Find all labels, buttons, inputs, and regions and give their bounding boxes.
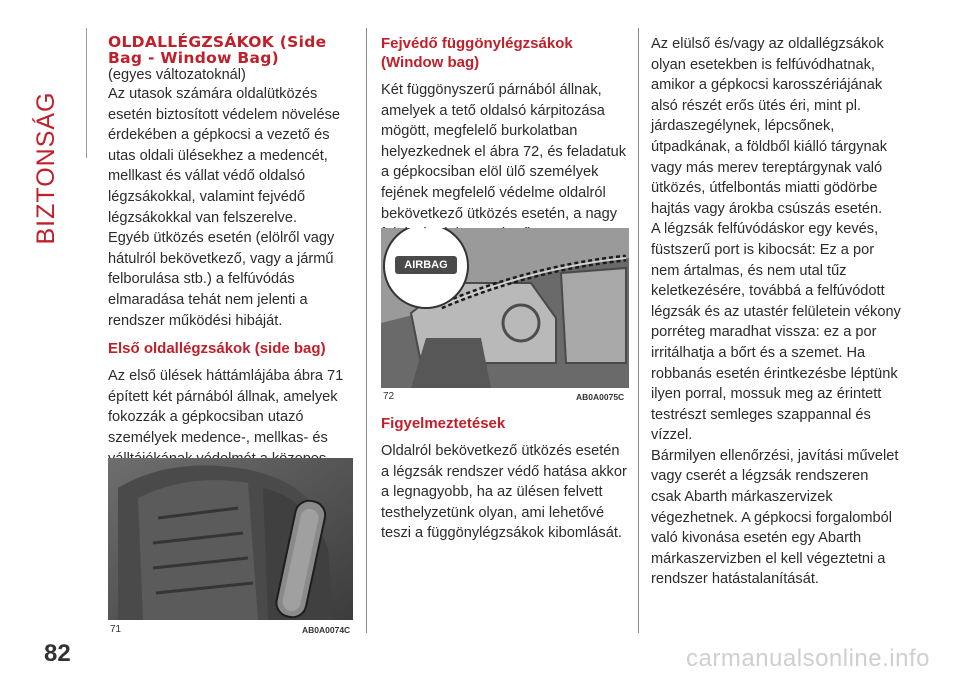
section-label: BIZTONSÁG (31, 91, 60, 245)
section-heading: OLDALLÉGZSÁKOK (Side Bag - Window Bag) (108, 33, 327, 67)
paragraph: Oldalról bekövetkező ütközés esetén a légzsák rendszer védő hatása akkor a legnagyobb, ha az ülésen felvett testhelyzetünk olyan, ami lehetővé teszi a függönylégzsákok kibomlását. (381, 443, 627, 542)
figure-72-code: AB0A0075C (576, 392, 625, 402)
column-1 (108, 34, 356, 510)
paragraph: Bármilyen ellenőrzési, javítási művelet vagy cserét a légzsák rendszeren csak Abarth márkaszervizek végezhetnek. A gépkocsi forgalomból való kivonása esetén egy Abarth márkaszervizben el kell végeztetni a rendszer hatástalanítását. (651, 447, 899, 588)
paragraph: Az első ülések háttámlájába ábra 71 épített két párnából állnak, amelyek fokozzák a gépkocsiban utazó személyek medence-, mellkas- és (108, 368, 344, 446)
page-number: 82 (44, 640, 71, 667)
subheading-window-bag: Fejvédő függönylégzsákok (Window bag) (381, 35, 573, 71)
paragraph: Két függönyszerű párnából állnak, amelyek a tető oldalsó kárpitozása mögött, megfelelő burkolatban helyezkednek el ábra 72, és feladatuk a gépkocsiban elöl ülő személyek fejének megfelelő védelme oldalról bekövetkező ütközés esetén, a nagy (381, 82, 627, 222)
watermark: carmanualsonline.info (686, 645, 930, 672)
airbag-label-badge: AIRBAG (395, 256, 457, 274)
column-3 (651, 34, 901, 590)
window-airbag-illustration (381, 228, 629, 388)
paragraph: Az elülső és/vagy az oldallégzsákok olyan esetekben is felfúvódhatnak, amikor a gépkocsi karosszériájának alsó részét erős ütés éri, mint pl. járdaszegélynek, lépcsőnek, útpadkának, a földből kiálló tárgynak vagy más merev tereptárgynak való ütközés, útfelbontás miatti gödörbe hajtás vagy árokba csúszás esetén. (651, 36, 888, 217)
sidebar-divider (86, 28, 87, 158)
column-divider-1 (366, 28, 367, 633)
paragraph: Az utasok számára oldalütközés esetén biztosított védelem növelése érdekében a gépkocsi a vezető és utas oldali ülésekhez a medencét, mellkast és vállat védő oldalsó légzsákokkal, valamint fejvédő légzsákokkal van felszerelve. (108, 86, 341, 226)
seat-illustration (108, 458, 353, 620)
section-subtitle: (egyes változatoknál) (108, 67, 246, 83)
column-2-warnings (381, 414, 631, 544)
figure-72-window-airbag (381, 228, 629, 388)
paragraph: A légzsák felfúvódáskor egy kevés, füstszerű port is kibocsát: Ez a por nem ártalmas, és nem utal tűz keletkezésére, továbbá a felfúvódott légzsák és az utastér felületein vékony porréteg maradhat vissza: ez a por irritálhatja a bőrt és a szemet. Ha robbanás esetén érintkezésbe léptünk ilyen porral, mossuk meg az érintett testrészt semleges szappannal és vízzel. (651, 221, 901, 444)
column-divider-2 (638, 28, 639, 633)
figure-71-number: 71 (110, 624, 122, 635)
figure-71-code: AB0A0074C (302, 625, 351, 635)
subheading-warnings: Figyelmeztetések (381, 415, 506, 432)
paragraph: Egyéb ütközés esetén (elölről vagy hátulról bekövetkező, vagy a jármű felborulása stb.) a felfúvódás elmaradása tehát nem jelenti a rendszer működési hibáját. (108, 230, 335, 329)
subheading-side-bag: Első oldallégzsákok (side bag) (108, 340, 326, 358)
figure-72-number: 72 (383, 391, 395, 402)
column-2 (381, 34, 631, 245)
figure-71-seat-side-airbag (108, 458, 353, 620)
